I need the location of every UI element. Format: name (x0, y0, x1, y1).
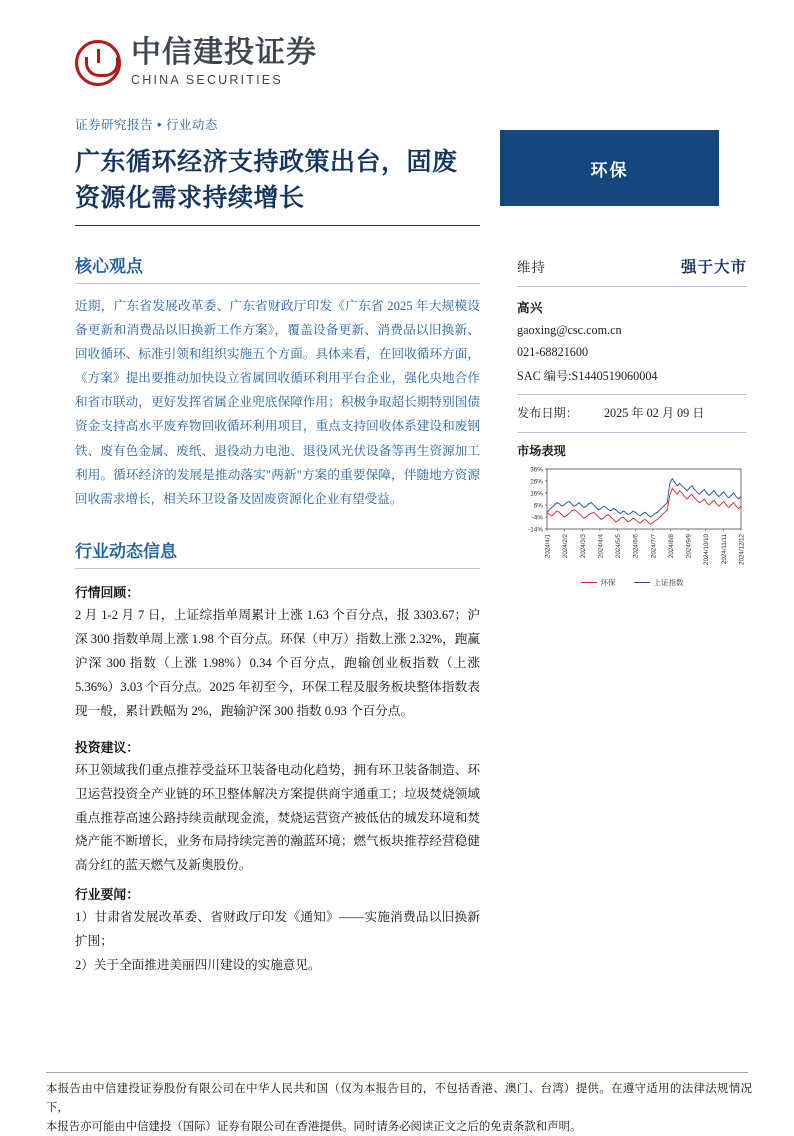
chart-series-环保 (547, 488, 741, 524)
footer-line: 本报告亦可能由中信建投（国际）证券有限公司在香港提供。同时请务必阅读正文之后的免责条款和声明。 (46, 1120, 582, 1133)
x-tick-label: 2024/2/2 (562, 534, 570, 559)
news-block-body (75, 906, 480, 978)
analyst-email[interactable]: gaoxing@csc.com.cn (517, 323, 622, 337)
publish-date: 2025 年 02 月 09 日 (603, 406, 705, 420)
brand-name-en: CHINA SECURITIES (131, 73, 283, 87)
rating-divider (517, 286, 747, 287)
rating-row (517, 255, 747, 277)
x-tick-label: 2024/10/10 (703, 534, 711, 565)
x-tick-label: 2024/6/6 (632, 534, 640, 559)
legend-label: 环保 (600, 578, 616, 587)
page-title: 广东循环经济支持政策出台，固废资源化需求持续增长 (75, 148, 458, 213)
chart-legend (517, 577, 747, 588)
rating-value: 强于大市 (680, 259, 747, 276)
legend-item (581, 577, 616, 588)
x-tick-label: 2024/9/9 (685, 534, 693, 559)
news-block (75, 737, 480, 879)
footer-divider (46, 1072, 748, 1073)
analyst-name: 高兴 (517, 301, 544, 315)
right-column (517, 255, 747, 588)
x-tick-label: 2024/4/1 (544, 534, 552, 559)
legend-label: 上证指数 (653, 578, 684, 587)
x-tick-label: 2024/11/11 (720, 534, 728, 565)
y-tick-label: -4% (531, 514, 543, 522)
left-column (75, 115, 480, 978)
analyst-phone: 021-68821600 (517, 345, 589, 359)
legend-swatch-index (634, 582, 650, 583)
brand-name-cn: 中信建投证券 (131, 36, 317, 69)
news-block-title: 行业要闻： (75, 888, 139, 903)
x-tick-label: 2024/7/7 (650, 534, 658, 559)
news-paragraph: 2）关于全面推进美丽四川建设的实施意见。 (75, 958, 321, 973)
y-tick-label: -14% (528, 526, 543, 534)
news-block-body (75, 759, 480, 879)
title-divider (75, 225, 480, 226)
x-tick-label: 2024/3/3 (579, 534, 587, 559)
industry-banner-label: 环保 (590, 160, 629, 180)
csc-logo-icon (75, 40, 121, 86)
legend-swatch-huanbao (581, 582, 597, 583)
publish-divider (517, 394, 747, 395)
y-tick-label: 26% (530, 478, 543, 486)
news-block (75, 582, 480, 724)
legend-item (634, 577, 684, 588)
news-paragraph: 2 月 1-2 月 7 日，上证综指单周累计上涨 1.63 个百分点，报 3303.67；沪深 300 指数单周上涨 1.98 个百分点。环保（申万）指数上涨 2.32%，跑赢沪深 300 指数（上涨 1.98%）0.34 个百分点，跑输创业板指数（上涨 5.36%）3.03 个百分点。2025 年初至今，环保工程及服务板块整体指数表现一般，累计跌幅为 2%，跑输沪深 300 指数 0.93 个百分点。 (75, 608, 480, 718)
news-block (75, 884, 480, 978)
x-tick-label: 2024/5/5 (615, 534, 623, 559)
y-tick-label: 36% (530, 466, 543, 474)
market-performance-chart (517, 465, 747, 588)
y-tick-label: 16% (530, 490, 543, 498)
core-view-heading: 核心观点 (75, 256, 143, 276)
footer-line: 本报告由中信建投证券股份有限公司在中华人民共和国（仅为本报告目的，不包括香港、澳门、台湾）提供。在遵守适用的法律法规情况下， (46, 1083, 752, 1114)
rating-keep-label: 维持 (517, 260, 546, 275)
core-view-divider (75, 283, 480, 284)
news-paragraph: 环卫领域我们重点推荐受益环卫装备电动化趋势，拥有环卫装备制造、环卫运营投资全产业链的环卫整体解决方案提供商宇通重工；垃圾焚烧领域重点推荐高速公路持续贡献现金流，焚烧运营资产被低估的城发环境和焚烧产能不断增长，业务布局持续完善的瀚蓝环境；燃气板块推荐经营稳健高分红的蓝天燃气及新奥股份。 (75, 762, 480, 873)
y-tick-label: 6% (533, 502, 543, 510)
report-kind: 证券研究报告 • 行业动态 (75, 118, 218, 132)
analyst-sac: SAC 编号:S1440519060004 (517, 369, 658, 383)
x-tick-label: 2024/12/12 (738, 534, 746, 565)
footer-disclaimer (46, 1080, 752, 1136)
brand-logo (75, 38, 317, 87)
industry-news-divider (75, 568, 480, 569)
core-view-text: 近期，广东省发展改革委、广东省财政厅印发《广东省 2025 年大规模设备更新和消费品以旧换新工作方案》，覆盖设备更新、消费品以旧换新、回收循环、标准引领和组织实施五个方面。具体来看，在回收循环方面，《方案》提出要推动加快设立省属回收循环利用平台企业，强化央地合作和省市联动，更好发挥省属企业兜底保障作用；积极争取超长期特别国债资金支持高水平废弃物回收循环利用项目，重点支持回收体系建设和废钢铁、废有色金属、废纸、退役动力电池、退役风光伏设备等再生资源加工利用。循环经济的发展是推动落实"两新"方案的重要保障，伴随地方资源回收需求增长，相关环卫设备及固废资源化企业有望受益。 (75, 298, 480, 506)
x-tick-label: 2024/4/4 (597, 534, 605, 559)
industry-banner (500, 130, 719, 206)
news-block-title: 投资建议： (75, 740, 139, 755)
news-block-body (75, 604, 480, 724)
analyst-info (517, 298, 747, 384)
publish-row (517, 404, 747, 421)
market-perf-divider (517, 432, 747, 433)
publish-label: 发布日期： (517, 406, 578, 420)
market-perf-title: 市场表现 (517, 444, 566, 458)
news-paragraph: 1）甘肃省发展改革委、省财政厅印发《通知》——实施消费品以旧换新扩围； (75, 910, 480, 949)
brand-logo-text (131, 38, 317, 87)
x-tick-label: 2024/8/8 (667, 534, 675, 559)
news-block-title: 行情回顾： (75, 586, 139, 601)
chart-svg (517, 465, 747, 575)
industry-news-heading: 行业动态信息 (75, 542, 177, 562)
